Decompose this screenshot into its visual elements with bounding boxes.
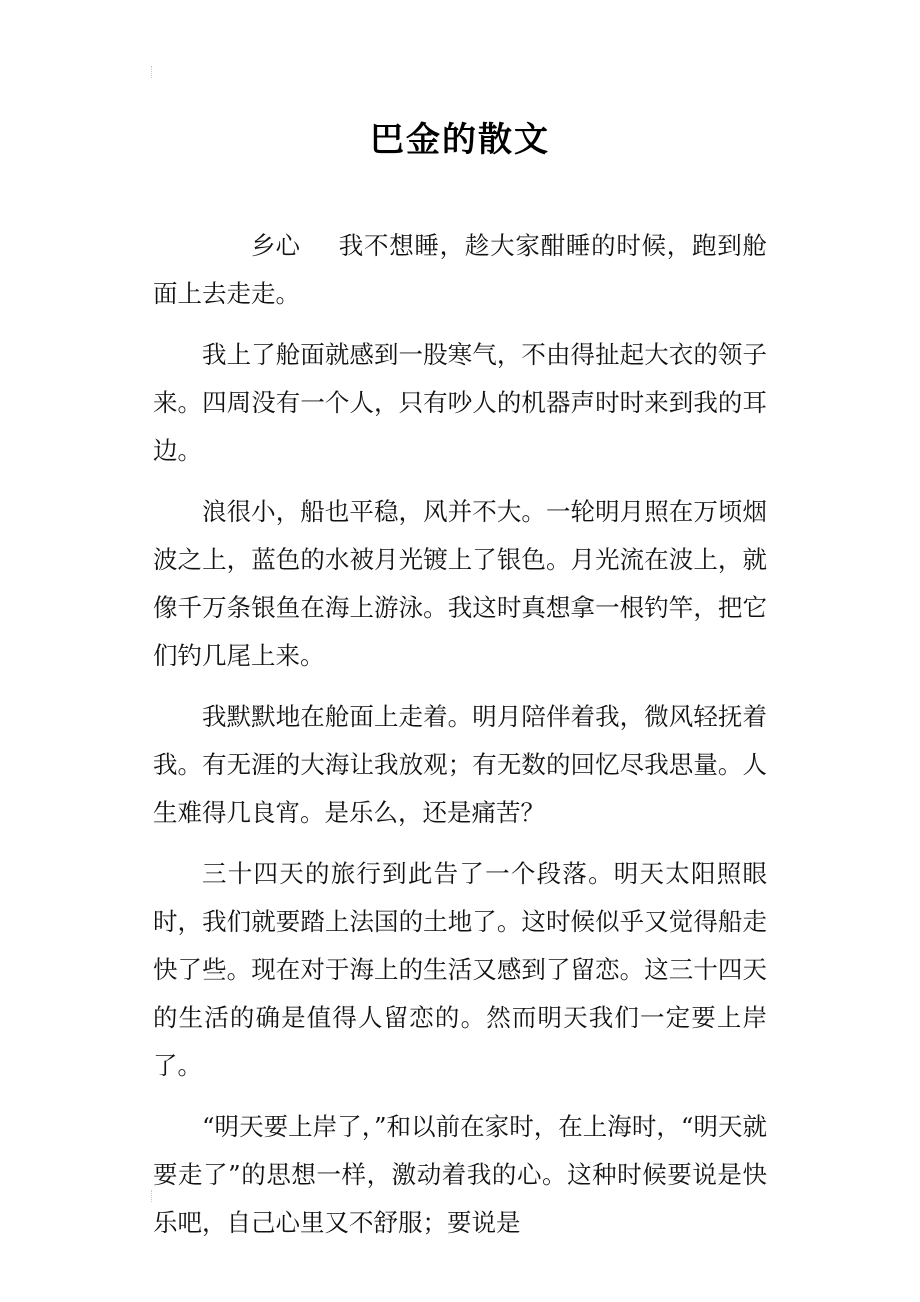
page-corner-mark: [151, 66, 160, 78]
article-body: [153, 222, 767, 1260]
section-heading: 乡心: [251, 231, 300, 260]
paragraph-2: 我上了舱面就感到一股寒气，不由得扯起大衣的领子来。四周没有一个人，只有吵人的机器声时时来到我的耳边。: [153, 340, 767, 465]
paragraph-text: 我不想睡，趁大家酣睡的时候，跑到舱面上去走走。: [153, 231, 767, 308]
paragraph-5: 三十四天的旅行到此告了一个段落。明天太阳照眼时，我们就要踏上法国的土地了。这时候似乎又觉得船走快了些。现在对于海上的生活又感到了留恋。这三十四天的生活的确是值得人留恋的。然而明天我们一定要上岸了。: [153, 859, 767, 1080]
document-title: 巴金的散文: [370, 120, 550, 160]
page-corner-mark: [151, 1190, 160, 1202]
paragraph-1: [153, 222, 767, 318]
paragraph-3: 浪很小，船也平稳，风并不大。一轮明月照在万顷烟波之上，蓝色的水被月光镀上了银色。月光流在波上，就像千万条银鱼在海上游泳。我这时真想拿一根钓竿，把它们钓几尾上来。: [153, 497, 767, 670]
paragraph-6: “明天要上岸了，”和以前在家时，在上海时，“明天就要走了”的思想一样，激动着我的心。这种时候要说是快乐吧，自己心里又不舒服；要说是: [153, 1112, 767, 1237]
paragraph-4: 我默默地在舱面上走着。明月陪伴着我，微风轻抚着我。有无涯的大海让我放观；有无数的回忆尽我思量。人生难得几良宵。是乐么，还是痛苦？: [153, 702, 767, 827]
